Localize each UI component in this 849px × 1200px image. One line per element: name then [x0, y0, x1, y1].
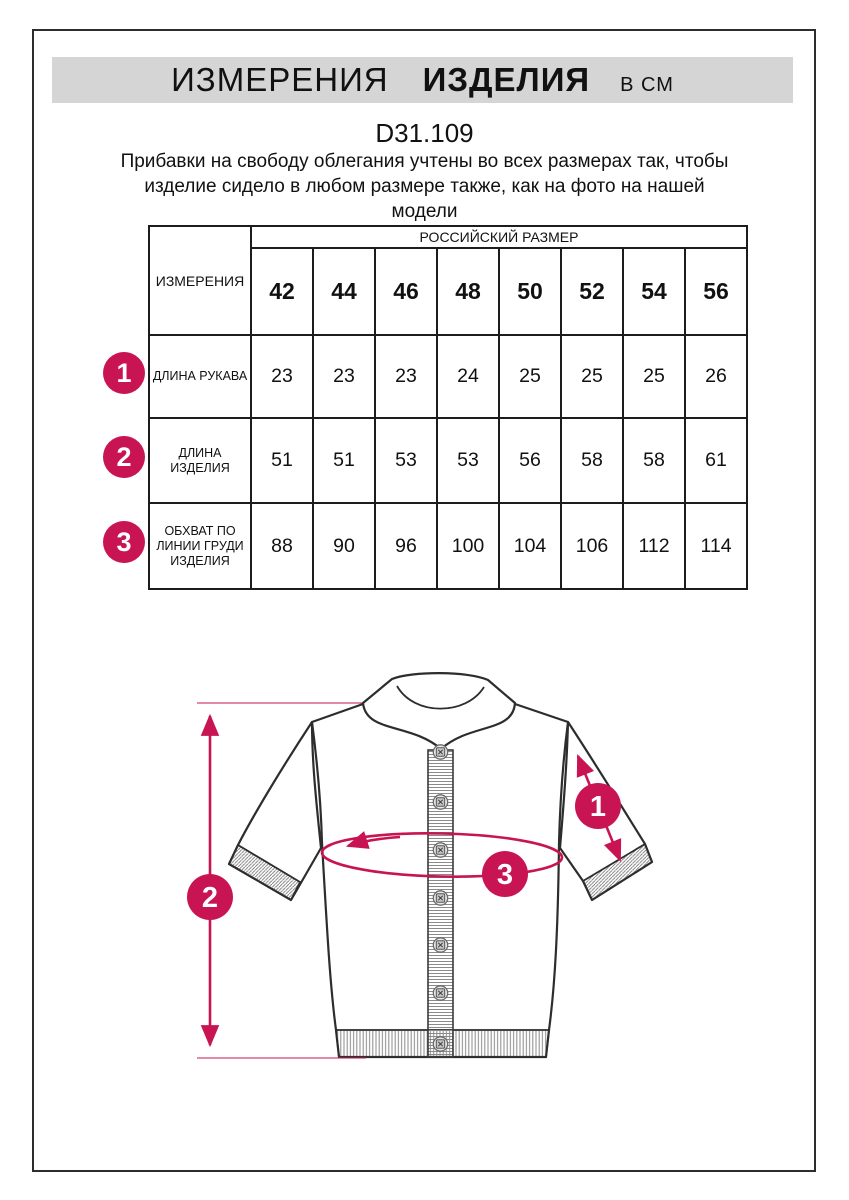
row-badge-3: 3: [103, 521, 145, 563]
title-word-product: ИЗДЕЛИЯ: [422, 61, 591, 98]
measurement-value: 90: [313, 503, 375, 589]
measurement-value: 25: [499, 335, 561, 418]
measurement-label: ОБХВАТ ПО ЛИНИИ ГРУДИ ИЗДЕЛИЯ: [149, 503, 251, 589]
size-col-header: 48: [437, 248, 499, 335]
shirt-button: [433, 795, 447, 809]
shirt-button: [433, 938, 447, 952]
shirt-button: [433, 1037, 447, 1051]
measurement-value: 100: [437, 503, 499, 589]
shirt-button: [433, 745, 447, 759]
fit-description-line: Прибавки на свободу облегания учтены во всех размерах так, чтобы: [120, 151, 729, 172]
measurement-value: 51: [313, 418, 375, 503]
measurement-value: 96: [375, 503, 437, 589]
measurement-row: [149, 503, 747, 589]
measurement-value: 25: [561, 335, 623, 418]
size-col-header: 54: [623, 248, 685, 335]
size-col-header: 50: [499, 248, 561, 335]
size-table: [148, 225, 748, 590]
product-code: D31.109: [375, 118, 474, 148]
title-bar: [52, 57, 793, 103]
size-col-header: 46: [375, 248, 437, 335]
size-col-header: 42: [251, 248, 313, 335]
diagram-badge-1: [575, 783, 621, 829]
shirt-button: [433, 986, 447, 1000]
measurement-value: 61: [685, 418, 747, 503]
measurement-value: 24: [437, 335, 499, 418]
measurement-value: 106: [561, 503, 623, 589]
diagram-badge-2: [187, 874, 233, 920]
measurement-value: 53: [437, 418, 499, 503]
measurement-value: 51: [251, 418, 313, 503]
size-col-header: 44: [313, 248, 375, 335]
diagram-badge-3-label: 3: [496, 859, 514, 891]
measurement-value: 58: [623, 418, 685, 503]
fit-description-line: изделие сидело в любом размере также, как на фото на нашей: [144, 176, 705, 197]
garment-measurement-diagram: [120, 640, 720, 1120]
measurement-value: 53: [375, 418, 437, 503]
measurement-value: 23: [375, 335, 437, 418]
measurement-value: 56: [499, 418, 561, 503]
shirt-button: [433, 891, 447, 905]
measurement-value: 23: [251, 335, 313, 418]
measurement-value: 112: [623, 503, 685, 589]
row-badge-1: 1: [103, 352, 145, 394]
size-col-header: 56: [685, 248, 747, 335]
measurement-value: 104: [499, 503, 561, 589]
title-word-measurements: ИЗМЕРЕНИЯ: [171, 61, 389, 98]
measure-column-header: ИЗМЕРЕНИЯ: [149, 226, 251, 335]
diagram-badge-3: [482, 851, 528, 897]
fit-description-line: модели: [391, 201, 458, 222]
title-unit-cm: В СМ: [620, 74, 674, 96]
fit-description: [0, 149, 849, 224]
measurement-value: 23: [313, 335, 375, 418]
shirt-button: [433, 843, 447, 857]
measurement-value: 58: [561, 418, 623, 503]
measurement-value: 26: [685, 335, 747, 418]
measurement-value: 88: [251, 503, 313, 589]
measurement-row: [149, 335, 747, 418]
diagram-badge-1-label: 1: [589, 791, 607, 823]
measurement-label: ДЛИНА РУКАВА: [149, 335, 251, 418]
size-col-header: 52: [561, 248, 623, 335]
measurement-value: 114: [685, 503, 747, 589]
diagram-badge-2-label: 2: [201, 882, 219, 914]
russian-size-header: РОССИЙСКИЙ РАЗМЕР: [251, 226, 747, 248]
measurement-value: 25: [623, 335, 685, 418]
measurement-label: ДЛИНА ИЗДЕЛИЯ: [149, 418, 251, 503]
measurement-row: [149, 418, 747, 503]
row-badge-2: 2: [103, 436, 145, 478]
